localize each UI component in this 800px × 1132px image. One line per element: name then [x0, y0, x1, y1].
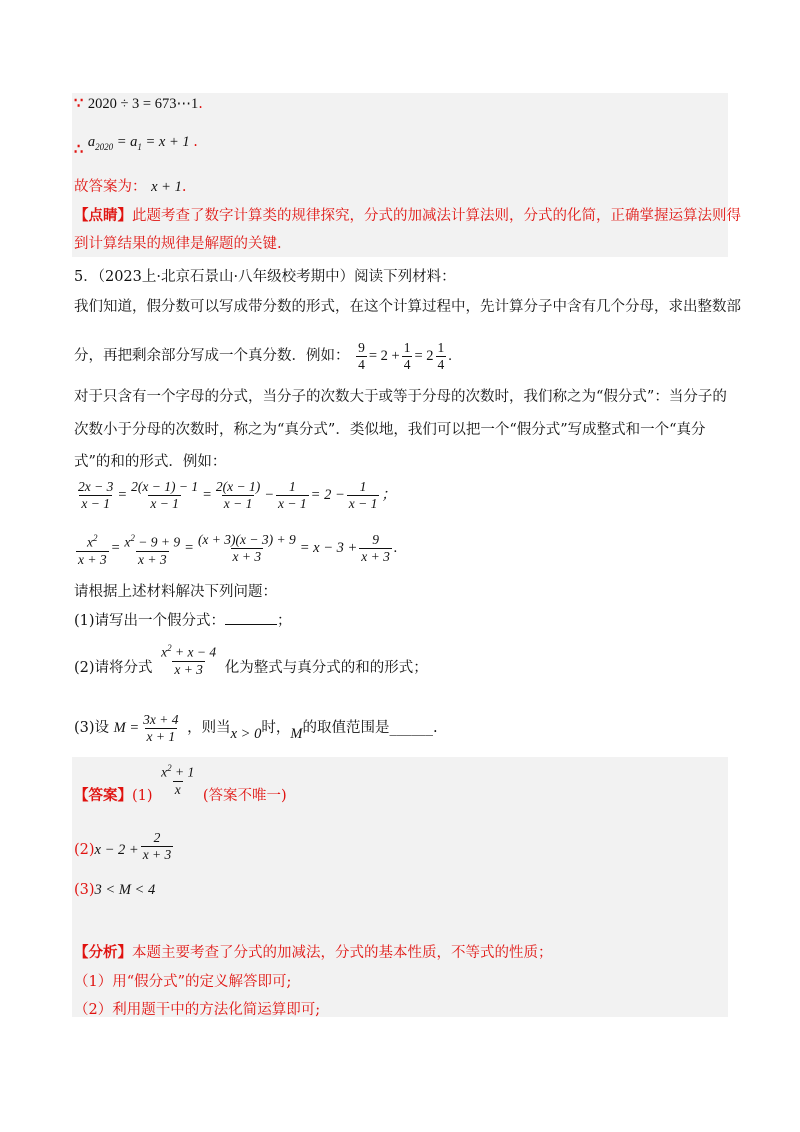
therefore-line: ∴ $a_{2020} = a_1 = x + 1$ .	[74, 134, 198, 158]
para2-line1: 对于只含有一个字母的分式，当分子的次数大于或等于分母的次数时，我们称之为“假分式”：当分子的	[74, 389, 727, 405]
example-1: $\frac{2x - 3}{x - 1}$ = $\frac{2(x - 1) - 1}{x - 1}$ = $\frac{2(x - 1)}{x - 1}$ − $\frac{1}{x - 1}$ = 2 − $\frac{1}{x - 1}$ ；	[78, 479, 396, 511]
analysis-text: 本题主要考查了分式的加减法，分式的基本性质，不等式的性质；	[132, 945, 553, 961]
instruction: 请根据上述材料解决下列问题：	[74, 584, 277, 600]
problem-header: 5．（2023上·北京石景山·八年级校考期中）阅读下列材料：	[74, 269, 456, 285]
sequence-expression: $a_{2020} = a_1 = x + 1$	[87, 134, 190, 152]
since-line: ∵ 2020 ÷ 3 = 673⋯1.	[74, 95, 203, 112]
para2-line3: 式”的和的形式．例如：	[74, 454, 227, 470]
answer-3-value: 3 < M < 4	[94, 882, 156, 898]
para1-line2	[74, 340, 452, 373]
analysis-step-2: （2）利用题干中的方法化简运算即可;	[74, 1002, 321, 1018]
therefore-symbol: ∴	[74, 141, 84, 158]
question-1: (1)请写出一个假分式： ；	[74, 610, 292, 631]
dianjing-line-2: 到计算结果的规律是解题的关键.	[74, 236, 282, 252]
question-3: (3)设 M = $\frac{3x + 4}{x + 1}$ ，则当x > 0时，M的取值范围是______.	[74, 712, 438, 744]
para2-line2: 次数小于分母的次数时，称之为“真分式”．类似地，我们可以把一个“假分式”写成整式和一个“真分	[74, 422, 706, 438]
answer-2: (2)x − 2 + $\frac{2}{x + 3}$	[74, 830, 172, 862]
answer-tag: 【答案】	[74, 787, 132, 805]
dianjing-tag: 【点睛】	[74, 207, 132, 224]
para1-line2-text: 分，再把剩余部分写成一个真分数．例如：	[74, 347, 350, 364]
analysis-tag: 【分析】	[74, 944, 132, 961]
analysis-line	[74, 943, 553, 963]
solution-panel-top	[72, 93, 728, 257]
mixed-number-example: $\frac{9}{4}$ = 2 + $\frac{1}{4}$ = 2 $\frac{1}{4}$ .	[358, 340, 452, 372]
answer-label: 故答案为：	[74, 179, 147, 195]
example-2: $\frac{x^2}{x + 3}$ = $\frac{x^2 - 9 + 9}{x + 3}$ = $\frac{(x + 3)(x - 3) + 9}{x + 3}$ = x − 3 + $\frac{9}{x + 3}$ .	[78, 532, 398, 567]
since-symbol: ∵	[74, 95, 84, 112]
answer-value: x + 1	[151, 179, 182, 195]
answer-1: 【答案】(1) $\frac{x^2 + 1}{x}$ (答案不唯一)	[74, 763, 287, 805]
answer-blank-1[interactable]	[225, 610, 277, 625]
division-expression: 2020 ÷ 3 = 673⋯1	[87, 96, 199, 112]
question-2: (2)请将分式 $\frac{x^2 + x - 4}{x + 3}$ 化为整式与真分式的和的形式；	[74, 643, 428, 677]
dianjing-line-1	[74, 206, 741, 226]
para1-line1: 我们知道，假分数可以写成带分数的形式，在这个计算过程中，先计算分子中含有几个分母，求出整数部	[74, 299, 741, 315]
analysis-step-1: （1）用“假分式”的定义解答即可;	[74, 974, 292, 990]
dianjing-text-1: 此题考查了数字计算类的规律探究，分式的加减法计算法则，分式的化简，正确掌握运算法则得	[132, 208, 741, 224]
answer-line: 故答案为： x + 1.	[74, 179, 187, 195]
answer-3: (3)3 < M < 4	[74, 882, 156, 898]
